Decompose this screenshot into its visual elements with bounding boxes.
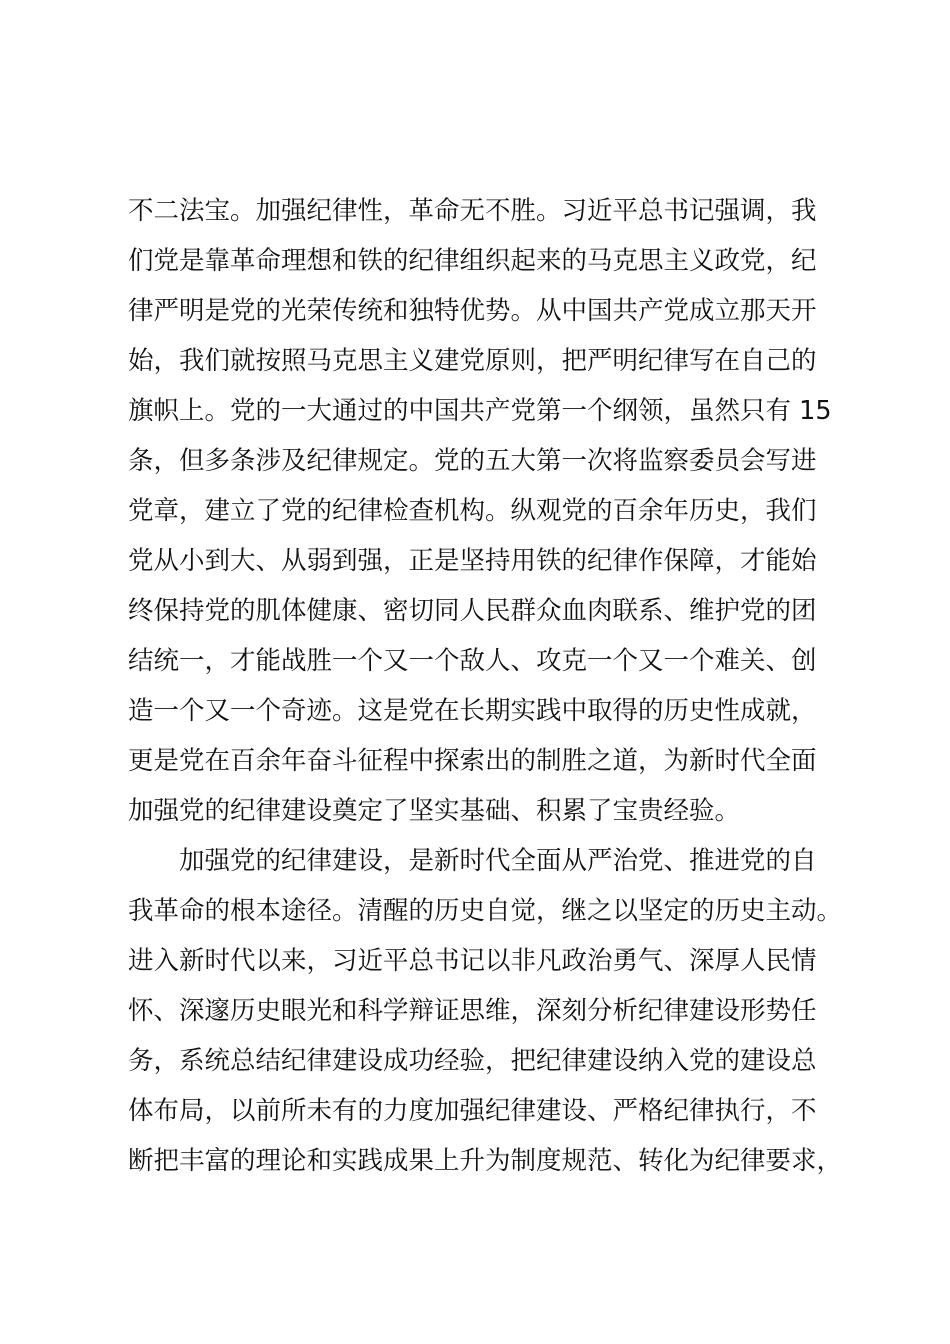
paragraph-line: 结统一，才能战胜一个又一个敌人、攻克一个又一个难关、创 xyxy=(128,646,817,676)
paragraph-line: 们党是靠革命理想和铁的纪律组织起来的马克思主义政党，纪 xyxy=(128,246,817,276)
paragraph-line: 体布局，以前所未有的力度加强纪律建设、严格纪律执行，不 xyxy=(128,1096,817,1126)
paragraph-line: 进入新时代以来，习近平总书记以非凡政治勇气、深厚人民情 xyxy=(128,946,817,976)
paragraph-line: 始，我们就按照马克思主义建党原则，把严明纪律写在自己的 xyxy=(128,346,817,376)
paragraph-line: 党从小到大、从弱到强，正是坚持用铁的纪律作保障，才能始 xyxy=(128,546,817,576)
paragraph-2 xyxy=(128,836,843,1186)
paragraph-line: 加强党的纪律建设奠定了坚实基础、积累了宝贵经验。 xyxy=(128,796,741,826)
paragraph-line: 断把丰富的理论和实践成果上升为制度规范、转化为纪律要求， xyxy=(128,1146,843,1176)
paragraph-line: 旗帜上。党的一大通过的中国共产党第一个纲领，虽然只有 15 xyxy=(128,396,832,426)
paragraph-1 xyxy=(128,186,834,836)
paragraph-line: 加强党的纪律建设，是新时代全面从严治党、推进党的自 xyxy=(179,846,817,876)
paragraph-line: 怀、深邃历史眼光和科学辩证思维，深刻分析纪律建设形势任 xyxy=(128,996,817,1026)
paragraph-line: 终保持党的肌体健康、密切同人民群众血肉联系、维护党的团 xyxy=(128,596,817,626)
paragraph-line: 我革命的根本途径。清醒的历史自觉，继之以坚定的历史主动。 xyxy=(128,896,843,926)
paragraph-line: 更是党在百余年奋斗征程中探索出的制胜之道，为新时代全面 xyxy=(128,746,817,776)
paragraph-line: 务，系统总结纪律建设成功经验，把纪律建设纳入党的建设总 xyxy=(128,1046,817,1076)
paragraph-line: 造一个又一个奇迹。这是党在长期实践中取得的历史性成就， xyxy=(128,696,817,726)
paragraph-line: 律严明是党的光荣传统和独特优势。从中国共产党成立那天开 xyxy=(128,296,817,326)
paragraph-line: 不二法宝。加强纪律性，革命无不胜。习近平总书记强调，我 xyxy=(128,196,817,226)
document-body xyxy=(128,186,843,1186)
paragraph-line: 条，但多条涉及纪律规定。党的五大第一次将监察委员会写进 xyxy=(128,446,817,476)
paragraph-line: 党章，建立了党的纪律检查机构。纵观党的百余年历史，我们 xyxy=(128,496,817,526)
